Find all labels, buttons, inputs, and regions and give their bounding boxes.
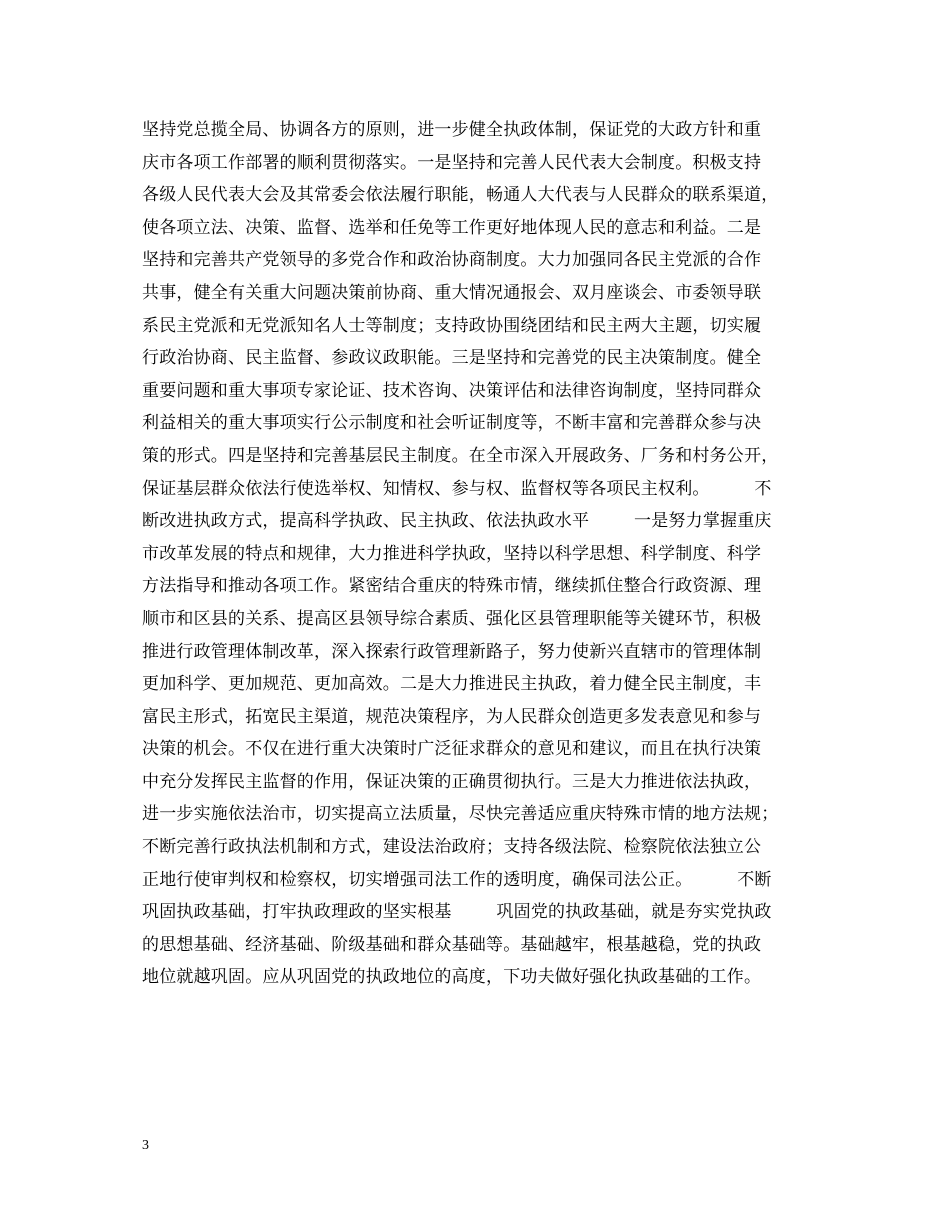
text-line: 行政治协商、民主监督、参政议政职能。三是坚持和完善党的民主决策制度。健全 [142,348,762,369]
text-line: 市改革发展的特点和规律，大力推进科学执政，坚持以科学思想、科学制度、科学 [142,543,762,564]
text-line: 正地行使审判权和检察权，切实增强司法工作的透明度，确保司法公正。 不断 [142,869,772,890]
text-line: 庆市各项工作部署的顺利贯彻落实。一是坚持和完善人民代表大会制度。积极支持 [142,152,762,173]
body-text [142,114,832,994]
text-line: 坚持和完善共产党领导的多党合作和政治协商制度。大力加强同各民主党派的合作 [142,250,762,271]
text-line: 保证基层群众依法行使选举权、知情权、参与权、监督权等各项民主权利。 不 [142,478,772,499]
text-line: 系民主党派和无党派知名人士等制度；支持政协围绕团结和民主两大主题，切实履 [142,315,762,336]
text-line: 巩固执政基础，打牢执政理政的坚实根基 巩固党的执政基础，就是夯实党执政 [142,902,772,923]
text-line: 推进行政管理体制改革，深入探索行政管理新路子，努力使新兴直辖市的管理体制 [142,641,762,662]
text-line: 坚持党总揽全局、协调各方的原则，进一步健全执政体制，保证党的大政方针和重 [142,120,762,140]
text-line: 更加科学、更加规范、更加高效。二是大力推进民主执政，着力健全民主制度，丰 [142,674,762,695]
text-line: 中充分发挥民主监督的作用，保证决策的正确贯彻执行。三是大力推进依法执政， [142,771,762,792]
text-line: 重要问题和重大事项专家论证、技术咨询、决策评估和法律咨询制度，坚持同群众 [142,380,762,401]
text-line: 共事，健全有关重大问题决策前协商、重大情况通报会、双月座谈会、市委领导联 [142,282,762,303]
text-line: 方法指导和推动各项工作。紧密结合重庆的特殊市情，继续抓住整合行政资源、理 [142,576,762,597]
text-line: 决策的机会。不仅在进行重大决策时广泛征求群众的意见和建议，而且在执行决策 [142,739,762,760]
text-line: 不断完善行政执法机制和方式，建设法治政府；支持各级法院、检察院依法独立公 [142,837,762,858]
text-line: 利益相关的重大事项实行公示制度和社会听证制度等，不断丰富和完善群众参与决 [142,413,762,434]
text-line: 断改进执政方式，提高科学执政、民主执政、依法执政水平 一是努力掌握重庆 [142,511,772,532]
text-line: 策的形式。四是坚持和完善基层民主制度。在全市深入开展政务、厂务和村务公开， [142,445,779,466]
page-number: 3 [142,1138,149,1153]
text-line: 各级人民代表大会及其常委会依法履行职能，畅通人大代表与人民群众的联系渠道， [142,185,779,206]
text-line: 进一步实施依法治市，切实提高立法质量，尽快完善适应重庆特殊市情的地方法规； [142,804,779,825]
text-line: 的思想基础、经济基础、阶级基础和群众基础等。基础越牢，根基越稳，党的执政 [142,934,762,955]
text-line: 顺市和区县的关系、提高区县领导综合素质、强化区县管理职能等关键环节，积极 [142,608,762,629]
text-line: 地位就越巩固。应从巩固党的执政地位的高度，下功夫做好强化执政基础的工作。 [142,967,762,988]
text-line: 使各项立法、决策、监督、选举和任免等工作更好地体现人民的意志和利益。二是 [142,217,762,238]
text-line: 富民主形式，拓宽民主渠道，规范决策程序，为人民群众创造更多发表意见和参与 [142,706,762,727]
